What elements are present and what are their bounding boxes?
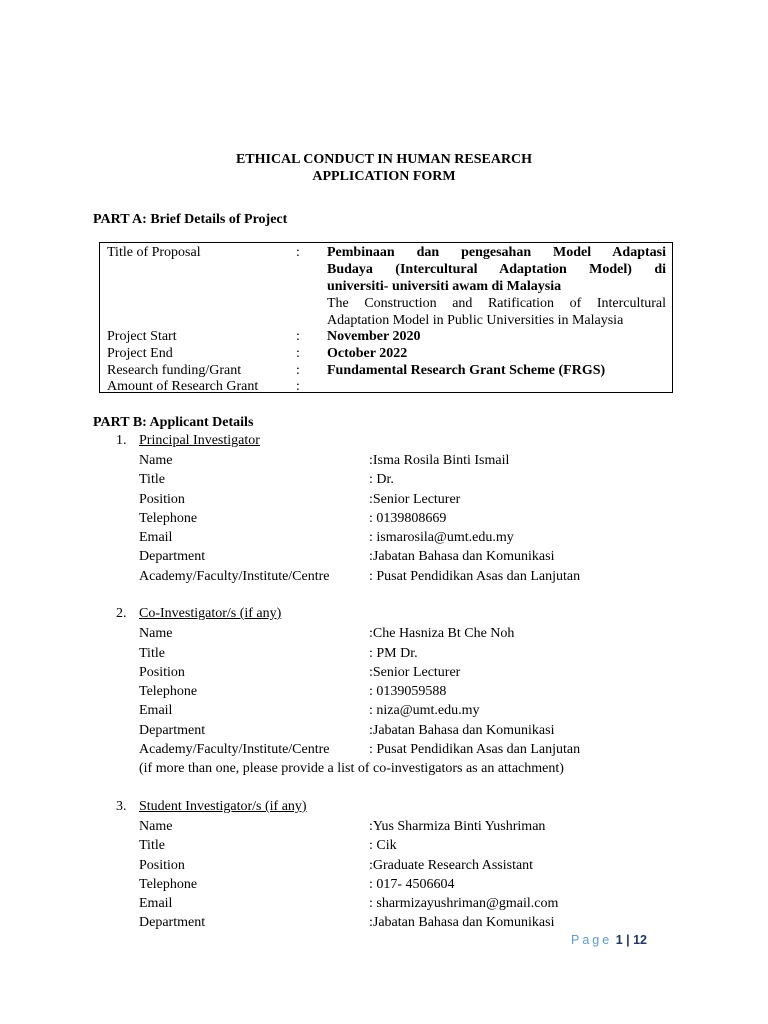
field-value: : PM Dr. — [369, 646, 418, 661]
row-label: Research funding/Grant — [107, 363, 242, 378]
field-value: : niza@umt.edu.my — [369, 703, 480, 718]
field-value: :Senior Lecturer — [369, 665, 461, 680]
row-label: Amount of Research Grant — [107, 379, 259, 394]
page-footer — [571, 933, 647, 947]
title-line-2: APPLICATION FORM — [312, 169, 456, 184]
section-title: Student Investigator/s (if any) — [139, 799, 307, 814]
row-colon: : — [296, 363, 300, 378]
proposal-title-malay-line-1: Pembinaan dan pengesahan Model Adaptasi — [327, 245, 666, 260]
co-investigator-note: (if more than one, please provide a list of co-investigators as an attachment) — [139, 761, 564, 776]
proposal-title-english-line-2: Adaptation Model in Public Universities in Malaysia — [327, 313, 624, 328]
proposal-title-malay-line-3: universiti- universiti awam di Malaysia — [327, 279, 562, 294]
field-label: Telephone — [139, 684, 198, 699]
field-value: : 017- 4506604 — [369, 877, 455, 892]
field-label: Email — [139, 703, 173, 718]
field-label: Name — [139, 626, 173, 641]
field-value: : 0139059588 — [369, 684, 447, 699]
part-b-heading: PART B: Applicant Details — [93, 415, 254, 430]
field-value: : Cik — [369, 838, 397, 853]
section-title: Principal Investigator — [139, 433, 260, 448]
project-end-value: October 2022 — [327, 346, 408, 361]
page-word: Page — [571, 933, 613, 947]
field-value: :Jabatan Bahasa dan Komunikasi — [369, 915, 555, 930]
field-label: Department — [139, 723, 206, 738]
row-label: Project Start — [107, 329, 177, 344]
field-value: : ismarosila@umt.edu.my — [369, 530, 514, 545]
proposal-title-english — [327, 295, 666, 329]
field-label: Position — [139, 492, 185, 507]
row-colon: : — [296, 346, 300, 361]
field-label: Academy/Faculty/Institute/Centre — [139, 569, 330, 584]
field-label: Position — [139, 665, 185, 680]
row-label: Title of Proposal — [107, 245, 201, 260]
field-label: Department — [139, 915, 206, 930]
field-label: Telephone — [139, 877, 198, 892]
page-number: 1 — [615, 933, 623, 947]
total-pages: 12 — [633, 933, 648, 947]
document-title — [0, 151, 768, 185]
field-label: Title — [139, 472, 165, 487]
field-value: :Graduate Research Assistant — [369, 858, 534, 873]
field-label: Name — [139, 453, 173, 468]
row-label: Project End — [107, 346, 173, 361]
field-value: : 0139808669 — [369, 511, 447, 526]
field-value: :Isma Rosila Binti Ismail — [369, 453, 510, 468]
field-value: : Dr. — [369, 472, 394, 487]
field-label: Department — [139, 549, 206, 564]
row-colon: : — [296, 329, 300, 344]
field-value: :Yus Sharmiza Binti Yushriman — [369, 819, 546, 834]
field-value: : Pusat Pendidikan Asas dan Lanjutan — [369, 569, 581, 584]
part-a-heading: PART A: Brief Details of Project — [93, 212, 288, 227]
field-value: : sharmizayushriman@gmail.com — [369, 896, 559, 911]
field-label: Telephone — [139, 511, 198, 526]
field-value: :Che Hasniza Bt Che Noh — [369, 626, 515, 641]
field-label: Name — [139, 819, 173, 834]
section-number: 2. — [116, 606, 127, 621]
field-value: : Pusat Pendidikan Asas dan Lanjutan — [369, 742, 581, 757]
project-details-box — [99, 242, 673, 393]
project-start-value: November 2020 — [327, 329, 421, 344]
field-value: :Jabatan Bahasa dan Komunikasi — [369, 549, 555, 564]
proposal-title-malay-line-2: Budaya (Intercultural Adaptation Model) di — [327, 262, 666, 277]
page-separator: | — [626, 933, 630, 947]
proposal-title-english-line-1: The Construction and Ratification of Intercultural — [327, 296, 666, 311]
field-value: :Senior Lecturer — [369, 492, 461, 507]
field-label: Position — [139, 858, 185, 873]
field-label: Email — [139, 530, 173, 545]
field-label: Title — [139, 838, 165, 853]
field-label: Title — [139, 646, 165, 661]
field-label: Academy/Faculty/Institute/Centre — [139, 742, 330, 757]
section-number: 3. — [116, 799, 127, 814]
field-value: :Jabatan Bahasa dan Komunikasi — [369, 723, 555, 738]
row-colon: : — [296, 245, 300, 260]
research-funding-value: Fundamental Research Grant Scheme (FRGS) — [327, 363, 606, 378]
section-number: 1. — [116, 433, 127, 448]
section-title: Co-Investigator/s (if any) — [139, 606, 282, 621]
field-label: Email — [139, 896, 173, 911]
title-line-1: ETHICAL CONDUCT IN HUMAN RESEARCH — [235, 152, 533, 167]
proposal-title-malay — [327, 244, 666, 295]
row-colon: : — [296, 379, 300, 394]
